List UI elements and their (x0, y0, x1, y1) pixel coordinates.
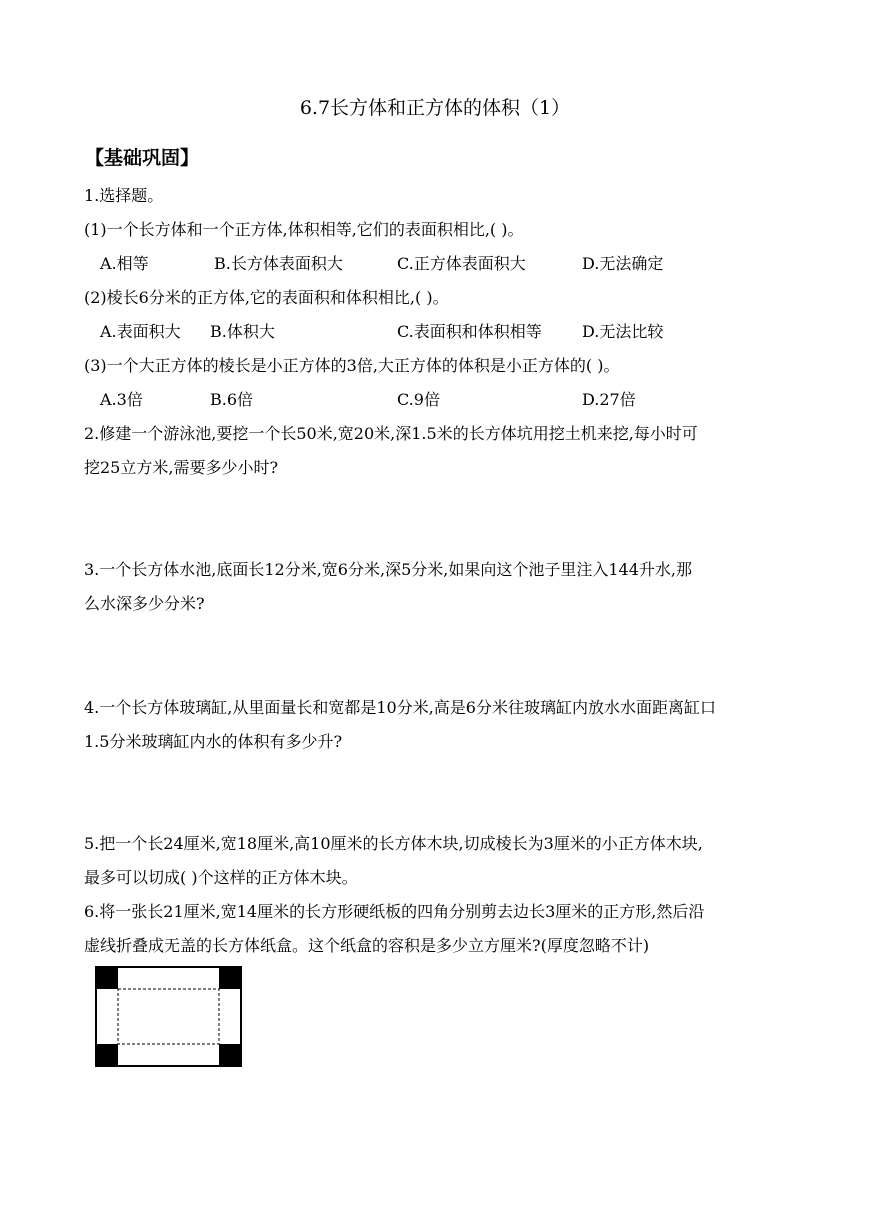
q1-1-option-d: D.无法确定 (582, 254, 664, 273)
q1-2-option-c: C.表面积和体积相等 (397, 322, 542, 341)
q1-3-stem: (3)一个大正方体的棱长是小正方体的3倍,大正方体的体积是小正方体的( )。 (84, 356, 620, 375)
q2-line-1: 2.修建一个游泳池,要挖一个长50米,宽20米,深1.5米的长方体坑用挖土机来挖,每小时可 (84, 424, 698, 443)
section-heading: 【基础巩固】 (85, 147, 200, 169)
corner-cut-top-left (96, 967, 118, 989)
q6-line-1: 6.将一张长21厘米,宽14厘米的长方形硬纸板的四角分别剪去边长3厘米的正方形,然后沿 (84, 902, 705, 921)
corner-cut-bottom-left (96, 1044, 118, 1066)
q1-2-stem: (2)棱长6分米的正方体,它的表面积和体积相比,( )。 (84, 288, 449, 307)
q1-3-option-a: A.3倍 (100, 390, 143, 409)
q2-line-2: 挖25立方米,需要多少小时? (84, 458, 279, 477)
q1-3-option-c: C.9倍 (397, 390, 440, 409)
corner-cut-bottom-right (219, 1044, 241, 1066)
q1-1-option-c: C.正方体表面积大 (397, 254, 526, 273)
q1-3-option-d: D.27倍 (582, 390, 636, 409)
q4-line-1: 4.一个长方体玻璃缸,从里面量长和宽都是10分米,高是6分米往玻璃缸内放水水面距离缸口 (84, 698, 716, 717)
q1-2-option-a: A.表面积大 (100, 322, 181, 341)
q3-line-1: 3.一个长方体水池,底面长12分米,宽6分米,深5分米,如果向这个池子里注入144升水,那 (84, 560, 692, 579)
corner-cut-top-right (219, 967, 241, 989)
q1-1-stem: (1)一个长方体和一个正方体,体积相等,它们的表面积相比,( )。 (84, 220, 524, 239)
q1-2-option-b: B.体积大 (210, 322, 275, 341)
cardboard-diagram (95, 966, 245, 1070)
q1-1-option-a: A.相等 (100, 254, 149, 273)
q5-line-1: 5.把一个长24厘米,宽18厘米,高10厘米的长方体木块,切成棱长为3厘米的小正方体木块, (84, 834, 703, 853)
q1-heading: 1.选择题。 (84, 186, 164, 205)
q5-line-2: 最多可以切成( )个这样的正方体木块。 (84, 868, 358, 887)
q1-3-option-b: B.6倍 (210, 390, 254, 409)
q4-line-2: 1.5分米玻璃缸内水的体积有多少升? (84, 732, 343, 751)
q1-2-option-d: D.无法比较 (582, 322, 664, 341)
q6-line-2: 虚线折叠成无盖的长方体纸盒。这个纸盒的容积是多少立方厘米?(厚度忽略不计) (84, 936, 650, 955)
q3-line-2: 么水深多少分米? (84, 594, 205, 613)
q1-1-option-b: B.长方体表面积大 (214, 254, 343, 273)
page-title: 6.7长方体和正方体的体积（1） (299, 97, 571, 119)
